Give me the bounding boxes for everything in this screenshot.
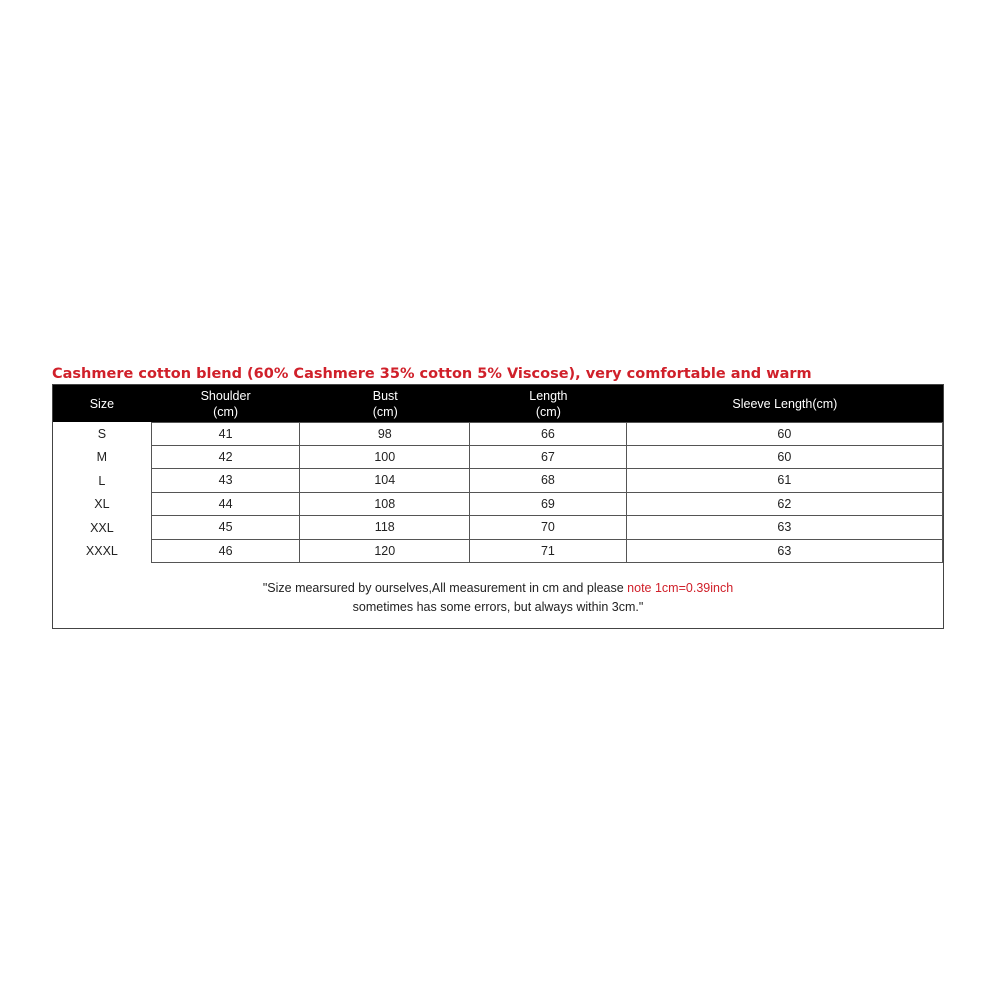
shoulder-cell: 46 [151, 540, 301, 564]
bust-cell: 98 [300, 422, 470, 446]
length-cell: 70 [470, 516, 627, 540]
shoulder-cell: 45 [151, 516, 301, 540]
length-cell: 66 [470, 422, 627, 446]
note-text: "Size mearsured by ourselves,All measurement in cm and please [262, 581, 628, 595]
header-shoulder [151, 385, 301, 422]
sleeve-length-cell: 60 [627, 446, 943, 470]
bust-cell: 118 [300, 516, 470, 540]
header-label: Size [89, 396, 115, 411]
bust-cell: 108 [300, 493, 470, 517]
header-length [470, 385, 627, 422]
size-cell: M [96, 450, 108, 465]
size-cell: XXL [90, 520, 114, 535]
sleeve-length-cell: 63 [627, 540, 943, 564]
sleeve-length-cell: 60 [627, 422, 943, 446]
sleeve-length-cell: 62 [627, 493, 943, 517]
header-bust [300, 385, 470, 422]
size-cell: L [98, 473, 106, 488]
header-size [53, 385, 151, 422]
header-unit: (cm) [372, 404, 398, 419]
length-cell: 71 [470, 540, 627, 564]
bust-cell: 120 [300, 540, 470, 564]
header-unit: (cm) [213, 404, 239, 419]
table-body [53, 422, 943, 563]
product-title: Cashmere cotton blend (60% Cashmere 35% cotton 5% Viscose), very comfortable and warm [52, 366, 812, 382]
note-line-1 [53, 579, 943, 598]
table-row [53, 446, 943, 470]
table-row [53, 516, 943, 540]
size-cell: S [97, 426, 107, 441]
table-row [53, 493, 943, 517]
header-sleeve-length [627, 385, 943, 422]
sleeve-length-cell: 61 [627, 469, 943, 493]
note-highlight: note 1cm=0.39inch [627, 581, 734, 595]
header-label: Bust [372, 388, 398, 403]
table-row [53, 469, 943, 493]
sleeve-length-cell: 63 [627, 516, 943, 540]
header-unit: (cm) [535, 404, 561, 419]
shoulder-cell: 44 [151, 493, 301, 517]
size-chart [52, 384, 944, 629]
size-cell: XXXL [85, 544, 118, 559]
note-line-2: sometimes has some errors, but always within 3cm." [352, 600, 644, 614]
header-label: Sleeve Length(cm) [732, 396, 838, 411]
shoulder-cell: 41 [151, 422, 301, 446]
table-row [53, 422, 943, 446]
header-label: Shoulder [200, 388, 251, 403]
bust-cell: 104 [300, 469, 470, 493]
table-header [53, 385, 943, 422]
measurement-note [53, 579, 943, 617]
size-cell: XL [94, 497, 110, 512]
shoulder-cell: 42 [151, 446, 301, 470]
length-cell: 68 [470, 469, 627, 493]
length-cell: 69 [470, 493, 627, 517]
length-cell: 67 [470, 446, 627, 470]
shoulder-cell: 43 [151, 469, 301, 493]
header-label: Length [529, 388, 568, 403]
table-row [53, 540, 943, 564]
bust-cell: 100 [300, 446, 470, 470]
